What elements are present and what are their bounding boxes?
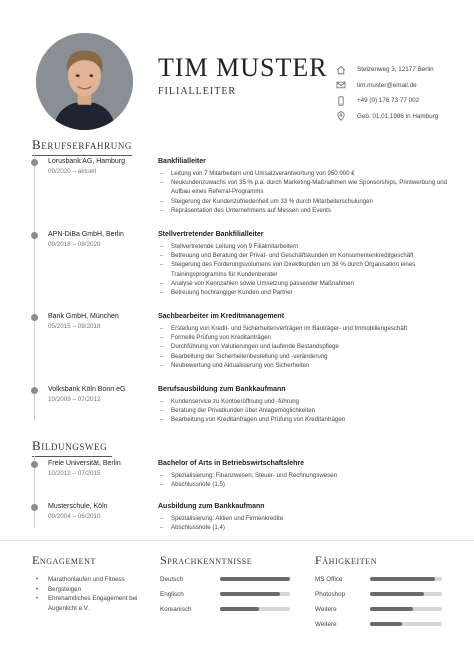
job-title: FILIALLEITER [158,86,237,97]
skill-label: Photoshop [315,590,346,598]
email-text[interactable]: tim.muster@email.de [357,81,417,89]
list-item: – Neukundenzuwachs von 35 % p.a. durch Marketing-Maßnahmen wie Sponsorships, Printwerbung und Aufbau eines Referral-Programms [158,178,458,196]
section-heading-languages: Sprachkenntnisse [160,553,253,567]
phone-text[interactable]: +49 (0) 176 73 77 002 [357,97,420,105]
person-name: TIM MUSTER [158,53,328,82]
mail-icon [335,79,347,91]
section-underline [32,456,112,457]
duties-list [158,397,458,425]
experience-entry [48,313,458,369]
institution: Freie Universität, Berlin [48,460,121,467]
section-underline [32,155,132,156]
location-pin-icon [335,110,347,122]
list-item: – Repräsentation des Unternehmens auf Messen und Events [158,206,458,215]
list-item: – Analyse von Kennzahlen sowie Umsetzung passender Maßnahmen [158,279,458,288]
language-level-bar [220,592,290,596]
skill-row [315,574,343,584]
skill-level-bar [370,577,442,581]
timeline-dot [31,159,38,166]
position-title: Bankfilialleiter [158,158,206,165]
skill-row [315,604,337,614]
experience-entry [48,158,458,214]
position-title: Berufsausbildung zum Bankkaufmann [158,386,286,393]
profile-photo [36,33,133,130]
skill-level-bar [370,622,442,626]
education-entry [48,460,458,489]
list-item: – Stellvertretende Leitung von 9 Filialmitarbeitern [158,242,458,251]
position-title: Sachbearbeiter im Kreditmanagement [158,313,285,320]
list-item: – Abschlussnote (1,4) [158,523,458,532]
experience-timeline [34,155,35,420]
degree-title: Bachelor of Arts in Betriebswirtschaftslehre [158,460,305,467]
duties-list [158,324,458,370]
duties-list [158,169,458,215]
list-item: – Formelle Prüfung von Kreditanträgen [158,333,458,342]
list-item: – Steigerung der Kundenzufriedenheit um 33 % durch Mitarbeiterschulungen [158,197,458,206]
skill-label: Weitere [315,605,337,613]
skill-row [315,619,337,629]
experience-entry [48,386,458,424]
list-item: • Marathonlaufen und Fitness [36,575,146,585]
position-title: Stellvertretender Bankfilialleiter [158,231,264,238]
date-range: 09/2018 – 08/2020 [48,241,101,248]
list-item: – Betreuung hochrangiger Kunden und Partner [158,288,458,297]
skill-level-bar [370,607,442,611]
list-item: – Kundenservice zu Kontoeröffnung und -führung [158,397,458,406]
section-heading-skills: Fähigkeiten [315,553,378,567]
contact-email[interactable] [335,78,470,94]
list-item: – Durchführung von Valutierungen und laufende Bestandspflege [158,342,458,351]
timeline-dot [31,461,38,468]
date-range: 09/2020 – aktuell [48,168,96,175]
list-item: – Spezialisierung: Finanzwesen, Steuer- und Rechnungswesen [158,471,458,480]
phone-icon [335,95,347,107]
birth-text: Geb. 01.01.1986 in Hamburg [357,112,439,120]
timeline-dot [31,314,38,321]
employer: Volksbank Köln Bonn eG [48,386,126,393]
skill-label: Weitere [315,620,337,628]
list-item: – Neubewertung und Aktualisierung von Sicherheiten [158,361,458,370]
list-item: – Abschlussnote (1,5) [158,480,458,489]
duties-list [158,242,458,297]
skill-label: MS Office [315,575,343,583]
section-heading-engagement: Engagement [32,553,96,567]
employer: Lorusbank AG, Hamburg [48,158,126,165]
language-label: Koreanisch [160,605,192,613]
date-range: 09/2004 – 06/2010 [48,513,101,520]
list-item: – Steigerung des Forderungsvolumens von Direktkunden um 38 % durch Organisation eines Trainingsprogramms für Kundenberater [158,260,458,278]
language-row [160,604,192,614]
list-item: – Spezialisierung: Aktien und Firmenkredite [158,514,458,523]
timeline-dot [31,504,38,511]
section-heading-education: Bildungsweg [32,438,108,453]
skill-level-bar [370,592,442,596]
list-item: – Bearbeitung von Kreditanfragen und Prüfung von Kreditanträgen [158,415,458,424]
timeline-dot [31,232,38,239]
language-level-bar [220,577,290,581]
language-level-bar [220,607,290,611]
date-range: 10/2009 – 07/2012 [48,396,101,403]
portrait-image [36,33,133,130]
institution: Musterschule, Köln [48,503,108,510]
language-label: Englisch [160,590,184,598]
language-row [160,589,184,599]
list-item: – Beratung der Privatkunden über Anlagemöglichkeiten [158,406,458,415]
language-label: Deutsch [160,575,184,583]
date-range: 10/2012 – 07/2015 [48,470,101,477]
bottom-divider [0,540,474,541]
employer: Bank GmbH, München [48,313,119,320]
list-item: – Erstellung von Kredit- und Sicherheitenverträgen im Bauträger- und Immobiliengeschäft [158,324,458,333]
list-item: • Ehrenamtliches Engagement bei Augenlicht e.V. [36,594,146,613]
contact-address [335,62,470,78]
details-list [158,471,458,489]
degree-title: Ausbildung zum Bankkaufmann [158,503,265,510]
list-item: – Betreuung und Beratung der Privat- und Geschäftskunden im Konsumentenkreditgeschäft [158,251,458,260]
list-item: • Bergsteigen [36,585,146,595]
list-item: – Bearbeitung der Sicherheitenbestellung und -veränderung [158,352,458,361]
education-entry [48,503,458,532]
employer: APN-DiBa GmbH, Berlin [48,231,124,238]
contact-phone[interactable] [335,93,470,109]
engagement-list [36,575,146,613]
home-icon [335,64,347,76]
skill-row [315,589,345,599]
contact-birth [335,109,470,125]
list-item: – Leitung von 7 Mitarbeitern und Umsatzverantwortung von 950.000 € [158,169,458,178]
details-list [158,514,458,532]
contact-block [335,62,470,124]
timeline-dot [31,387,38,394]
language-row [160,574,183,584]
date-range: 05/2015 – 09/2018 [48,323,101,330]
experience-entry [48,231,458,297]
section-heading-experience: Berufserfahrung [32,137,133,152]
address-text: Stelzenweg 3, 12177 Berlin [357,66,434,74]
